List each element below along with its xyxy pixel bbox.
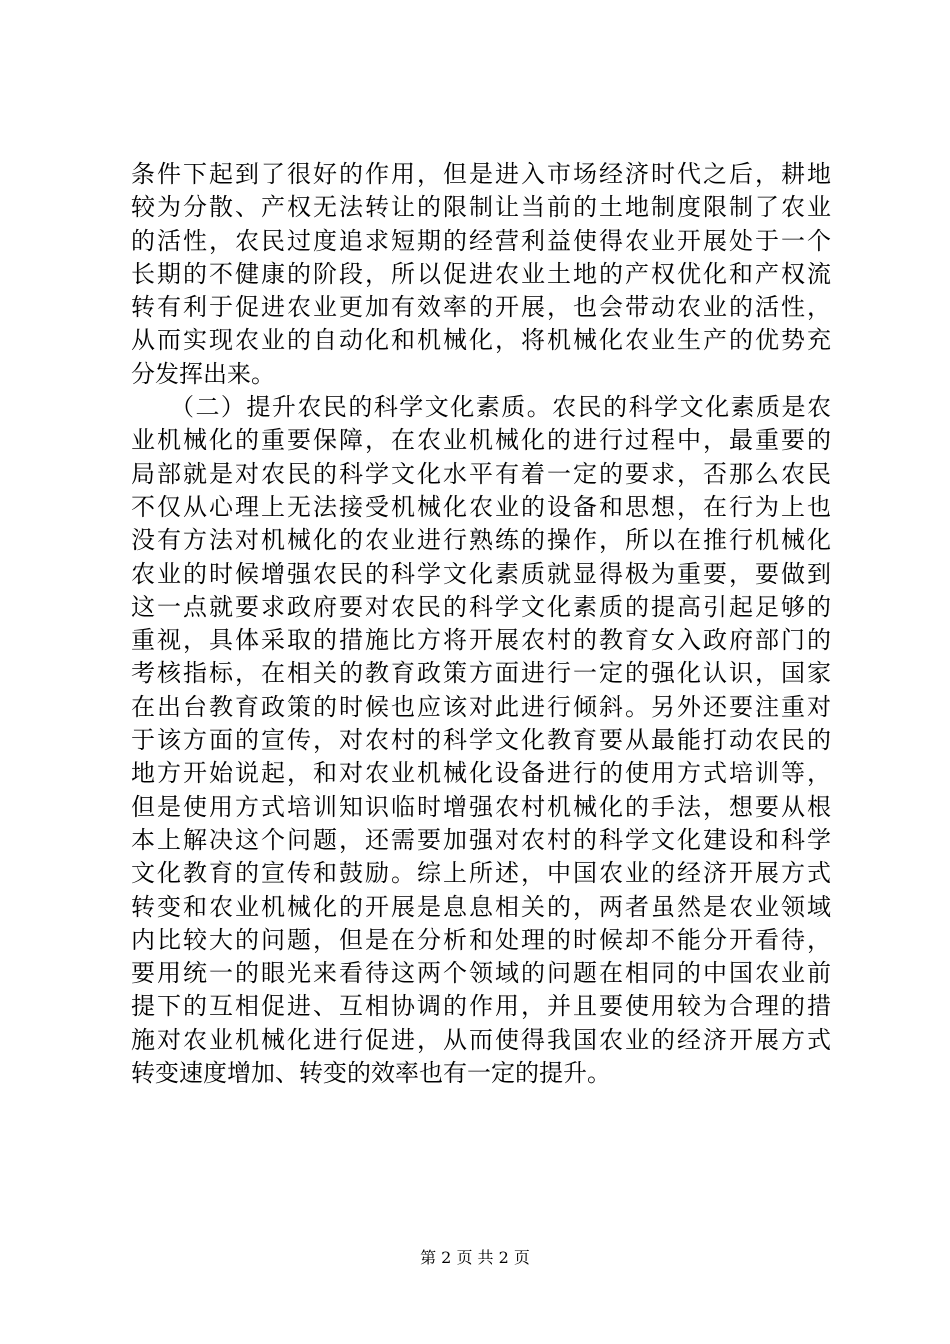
text-line: 农业的时候增强农民的科学文化素质就显得极为重要，要做到 — [131, 559, 831, 588]
text-line: （二）提升农民的科学文化素质。农民的科学文化素质是农 — [131, 393, 831, 422]
text-line: 的活性，农民过度追求短期的经营利益使得农业开展处于一个 — [131, 226, 831, 255]
text-line: 条件下起到了很好的作用，但是进入市场经济时代之后，耕地 — [131, 160, 831, 188]
text-line: 分发挥出来。 — [131, 359, 275, 388]
text-line: 转有利于促进农业更加有效率的开展，也会带动农业的活性， — [131, 293, 831, 322]
text-line: 地方开始说起，和对农业机械化设备进行的使用方式培训等， — [131, 759, 831, 788]
text-line: 提下的互相促进、互相协调的作用，并且要使用较为合理的措 — [131, 992, 831, 1021]
text-line: 这一点就要求政府要对农民的科学文化素质的提高引起足够的 — [131, 592, 831, 621]
text-line: 考核指标，在相关的教育政策方面进行一定的强化认识，国家 — [131, 659, 831, 688]
text-line: 要用统一的眼光来看待这两个领域的问题在相同的中国农业前 — [131, 959, 831, 988]
text-line: 较为分散、产权无法转让的限制让当前的土地制度限制了农业 — [131, 193, 831, 222]
text-line: 业机械化的重要保障，在农业机械化的进行过程中，最重要的 — [131, 426, 831, 455]
body-text — [131, 158, 831, 1090]
text-line: 从而实现农业的自动化和机械化，将机械化农业生产的优势充 — [131, 326, 831, 355]
text-line: 不仅从心理上无法接受机械化农业的设备和思想，在行为上也 — [131, 492, 831, 521]
text-line: 局部就是对农民的科学文化水平有着一定的要求，否那么农民 — [131, 459, 831, 488]
text-line: 于该方面的宣传，对农村的科学文化教育要从最能打动农民的 — [131, 726, 831, 755]
text-line: 转变和农业机械化的开展是息息相关的，两者虽然是农业领域 — [131, 892, 831, 921]
page-footer: 第 2 页 共 2 页 — [420, 1248, 530, 1267]
text-line: 本上解决这个问题，还需要加强对农村的科学文化建设和科学 — [131, 825, 831, 854]
text-line: 重视，具体采取的措施比方将开展农村的教育女入政府部门的 — [131, 626, 831, 655]
text-line: 内比较大的问题，但是在分析和处理的时候却不能分开看待， — [131, 925, 831, 954]
text-line: 但是使用方式培训知识临时增强农村机械化的手法，想要从根 — [131, 792, 831, 821]
text-line: 转变速度增加、转变的效率也有一定的提升。 — [131, 1059, 611, 1088]
text-line: 没有方法对机械化的农业进行熟练的操作，所以在推行机械化 — [131, 526, 831, 555]
text-line: 施对农业机械化进行促进，从而使得我国农业的经济开展方式 — [131, 1025, 831, 1054]
text-line: 在出台教育政策的时候也应该对此进行倾斜。另外还要注重对 — [131, 692, 831, 721]
text-line: 文化教育的宣传和鼓励。综上所述，中国农业的经济开展方式 — [131, 859, 831, 888]
text-line: 长期的不健康的阶段，所以促进农业土地的产权优化和产权流 — [131, 259, 831, 288]
